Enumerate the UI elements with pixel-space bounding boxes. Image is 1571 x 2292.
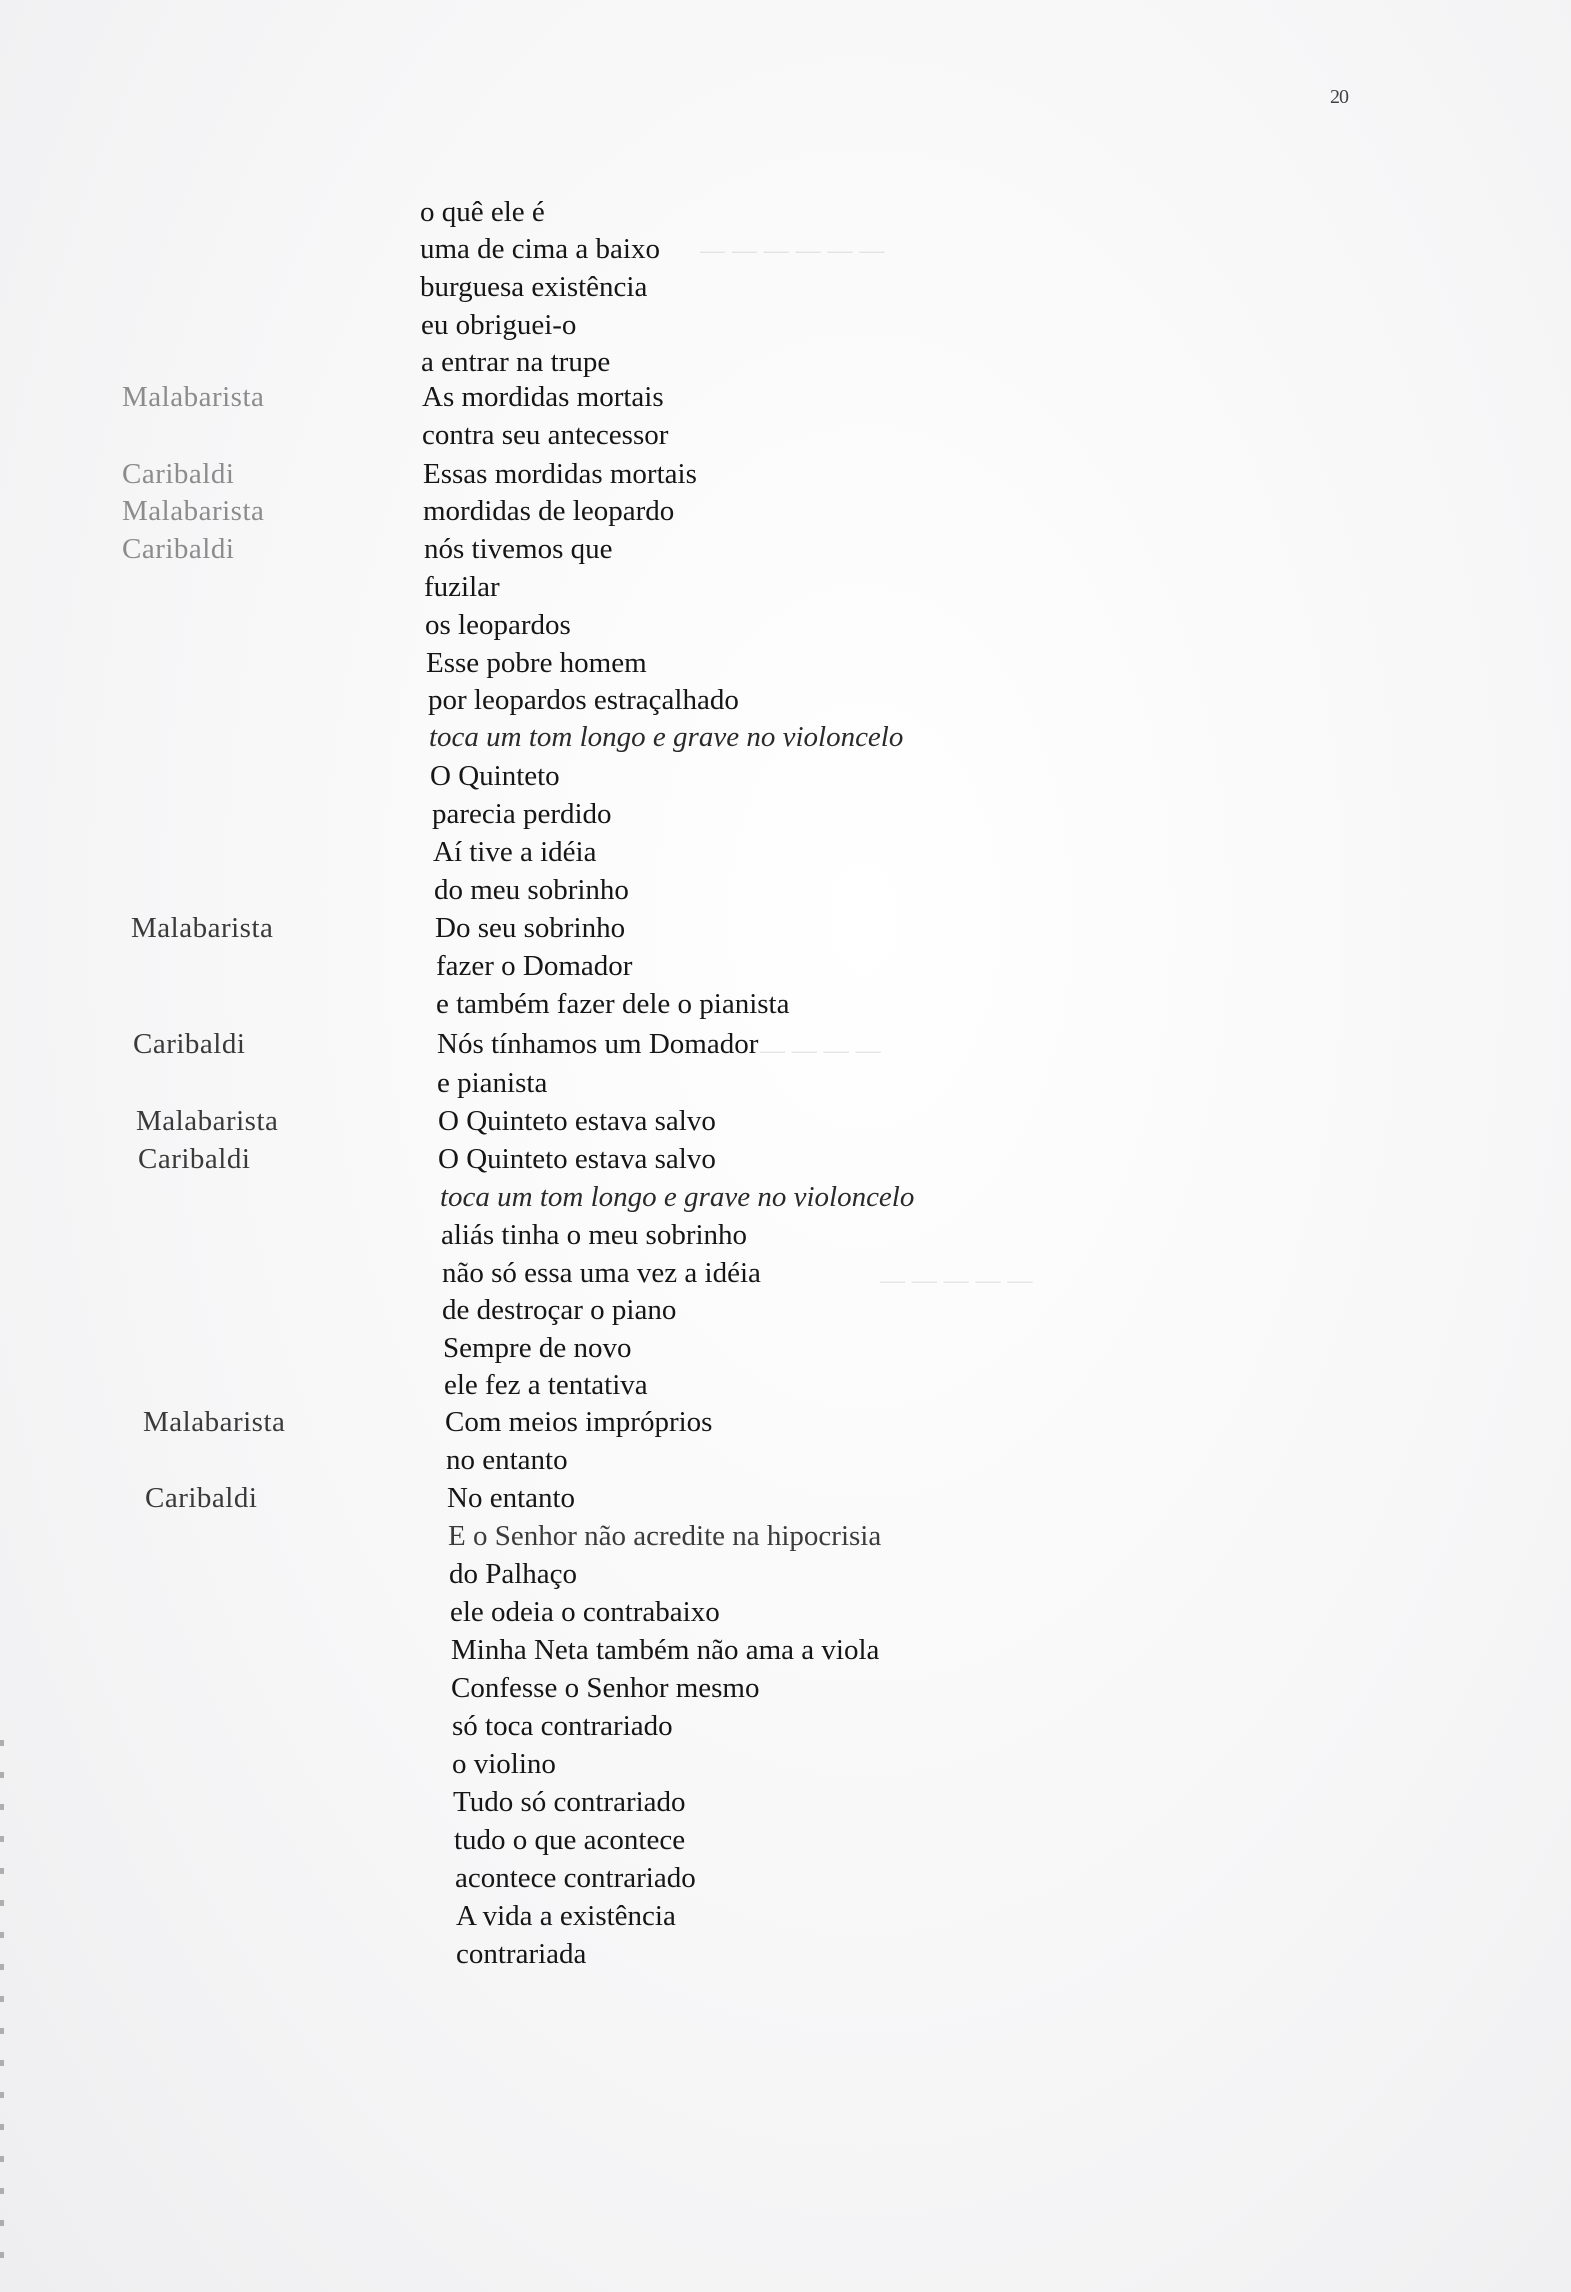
dialogue-line: Esse pobre homem	[426, 647, 647, 679]
speaker-name: Caribaldi	[122, 458, 235, 490]
dialogue-line: não só essa uma vez a idéia	[442, 1257, 761, 1289]
dialogue-line: o quê ele é	[420, 196, 545, 228]
dialogue-line: de destroçar o piano	[442, 1294, 677, 1326]
speaker-name: Malabarista	[122, 381, 265, 413]
dialogue-line: Nós tínhamos um Domador	[437, 1028, 759, 1060]
dialogue-line: e pianista	[437, 1067, 548, 1099]
dialogue-line: O Quinteto estava salvo	[438, 1143, 716, 1175]
dialogue-line: nós tivemos que	[424, 533, 613, 565]
speaker-name: Caribaldi	[145, 1482, 258, 1514]
dialogue-line: eu obriguei-o	[421, 309, 577, 341]
dialogue-line: Essas mordidas mortais	[423, 458, 697, 490]
dialogue-line: burguesa existência	[420, 271, 648, 303]
dialogue-line: E o Senhor não acredite na hipocrisia	[448, 1520, 882, 1552]
dialogue-line: a entrar na trupe	[421, 346, 611, 378]
dialogue-line: Com meios impróprios	[445, 1406, 713, 1438]
dialogue-line: Sempre de novo	[443, 1332, 632, 1364]
dialogue-line: O Quinteto estava salvo	[438, 1105, 716, 1137]
bleed-through: — — — — — —	[700, 235, 885, 266]
speaker-name: Caribaldi	[133, 1028, 246, 1060]
stage-direction: toca um tom longo e grave no violoncelo	[429, 721, 904, 753]
dialogue-line: O Quinteto	[430, 760, 560, 792]
speaker-name: Caribaldi	[122, 533, 235, 565]
speaker-name: Malabarista	[143, 1406, 286, 1438]
dialogue-line: no entanto	[446, 1444, 568, 1476]
binding-holes	[0, 1740, 4, 2280]
speaker-name: Malabarista	[131, 912, 274, 944]
dialogue-line: fazer o Domador	[436, 950, 633, 982]
dialogue-line: mordidas de leopardo	[423, 495, 675, 527]
dialogue-line: ele fez a tentativa	[444, 1369, 648, 1401]
bleed-through: — — — — —	[880, 1265, 1033, 1296]
dialogue-line: As mordidas mortais	[422, 381, 664, 413]
dialogue-line: os leopardos	[425, 609, 571, 641]
dialogue-line: o violino	[452, 1748, 556, 1780]
dialogue-line: aliás tinha o meu sobrinho	[441, 1219, 748, 1251]
dialogue-line: Aí tive a idéia	[433, 836, 597, 868]
page-number: 20	[1330, 86, 1348, 108]
speaker-name: Malabarista	[122, 495, 265, 527]
speaker-name: Caribaldi	[138, 1143, 251, 1175]
dialogue-line: Do seu sobrinho	[435, 912, 626, 944]
dialogue-line: parecia perdido	[432, 798, 612, 830]
dialogue-line: por leopardos estraçalhado	[428, 684, 739, 716]
dialogue-line: Minha Neta também não ama a viola	[451, 1634, 880, 1666]
bleed-through: — — — —	[760, 1035, 881, 1066]
stage-direction: toca um tom longo e grave no violoncelo	[440, 1181, 915, 1213]
dialogue-line: contra seu antecessor	[422, 419, 669, 451]
dialogue-line: do meu sobrinho	[434, 874, 629, 906]
dialogue-line: fuzilar	[424, 571, 500, 603]
speaker-name: Malabarista	[136, 1105, 279, 1137]
dialogue-line: Tudo só contrariado	[453, 1786, 686, 1818]
dialogue-line: só toca contrariado	[452, 1710, 673, 1742]
dialogue-line: A vida a existência	[456, 1900, 676, 1932]
dialogue-line: do Palhaço	[449, 1558, 578, 1590]
dialogue-line: tudo o que acontece	[454, 1824, 686, 1856]
dialogue-line: Confesse o Senhor mesmo	[451, 1672, 760, 1704]
dialogue-line: No entanto	[447, 1482, 576, 1514]
dialogue-line: e também fazer dele o pianista	[436, 988, 790, 1020]
dialogue-line: ele odeia o contrabaixo	[450, 1596, 720, 1628]
dialogue-line: contrariada	[456, 1938, 587, 1970]
dialogue-line: uma de cima a baixo	[420, 233, 660, 265]
dialogue-line: acontece contrariado	[455, 1862, 696, 1894]
